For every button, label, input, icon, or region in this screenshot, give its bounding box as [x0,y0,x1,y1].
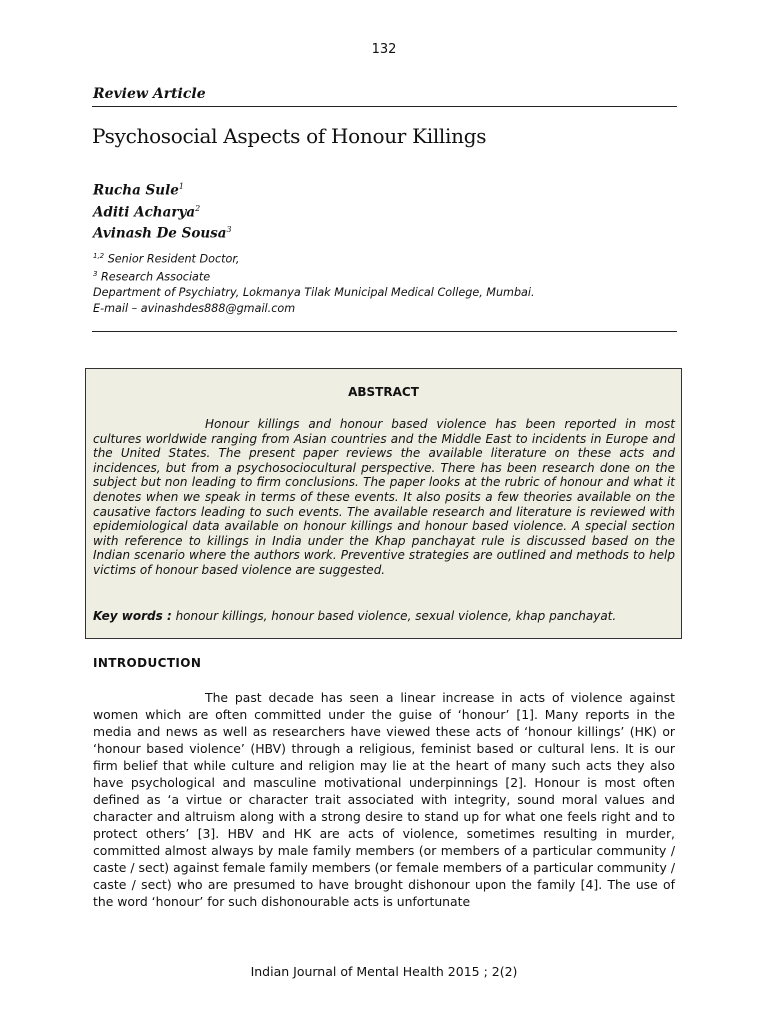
abstract-text: Honour killings and honour based violence has been reported in most cultures worldwide ranging from Asian countries and the Middle East to incidents in Europe and the United States. The present paper reviews the available literature on these acts and incidences, but from a psychosociocultural perspective. There has been research done on the subject but non leading to firm conclusions. The paper looks at the rubric of honour and what it denotes when we speak in terms of these events. It also posits a few theories available on the causative factors leading to such events. The available research and literature is reviewed with epidemiological data available on honour killings and honour based violence. A special section with reference to killings in India under the Khap panchayat rule is discussed based on the Indian scenario where the authors work. Preventive strategies are outlined and methods to help victims of honour based violence are suggested. [93,417,675,577]
department-line: Department of Psychiatry, Lokmanya Tilak Municipal Medical College, Mumbai. [93,286,535,300]
article-type-label: Review Article [93,86,206,102]
affiliation-text: Research Associate [97,270,211,284]
affiliation-marker: 1,2 [93,252,105,260]
affiliation-line [93,249,535,267]
abstract-paragraph [93,417,675,578]
author-item [93,200,232,222]
affiliation-marker: 3 [93,270,98,279]
affiliations [93,249,535,316]
author-item [93,178,232,200]
keywords-list: honour killings, honour based violence, sexual violence, khap panchayat. [171,609,617,623]
author-name: Avinash De Sousa [93,225,227,242]
section-divider [92,331,677,332]
author-name: Rucha Sule [93,182,179,199]
keywords-label: Key words : [93,609,172,623]
keywords [93,609,675,623]
introduction-heading: INTRODUCTION [93,656,202,670]
abstract-heading: ABSTRACT [348,385,419,399]
author-name: Aditi Acharya [93,204,196,220]
header-divider [92,106,677,107]
abstract-box [85,368,682,639]
page-number: 132 [371,42,397,57]
introduction-text: The past decade has seen a linear increase in acts of violence against women which are often committed under the guise of ‘honour’ [1]. Many reports in the media and news as well as researchers have viewed these acts of ‘honour killings’ (HK) or ‘honour based violence’ (HBV) through a religious, feminist based or cultural lens. It is our firm belief that while culture and religion may lie at the heart of many such acts they also have psychological and masculine motivational underpinnings [2]. Honour is most often defined as ‘a virtue or character trait associated with integrity, sound moral values and character and altruism along with a strong desire to stand up for what one feels right and to protect others’ [3]. HBV and HK are acts of violence, sometimes resulting in murder, committed almost always by male family members (or members of a particular community / caste / sect) against female family members (or female members of a particular community / caste / sect) who are presumed to have brought dishonour upon the family [4]. The use of the word ‘honour’ for such dishonourable acts is unfortunate [93,690,675,909]
affiliation-line [93,267,535,285]
author-item [93,221,232,243]
affiliation-text: Senior Resident Doctor, [104,252,240,266]
article-title: Psychosocial Aspects of Honour Killings [92,124,487,148]
email-line: E-mail – avinashdes888@gmail.com [93,301,296,315]
author-affiliation-marker: 2 [195,203,201,213]
author-affiliation-marker: 3 [226,225,232,234]
author-affiliation-marker: 1 [178,182,184,191]
journal-footer: Indian Journal of Mental Health 2015 ; 2(2) [250,964,518,979]
author-list [93,178,232,243]
introduction-paragraph [93,689,675,910]
